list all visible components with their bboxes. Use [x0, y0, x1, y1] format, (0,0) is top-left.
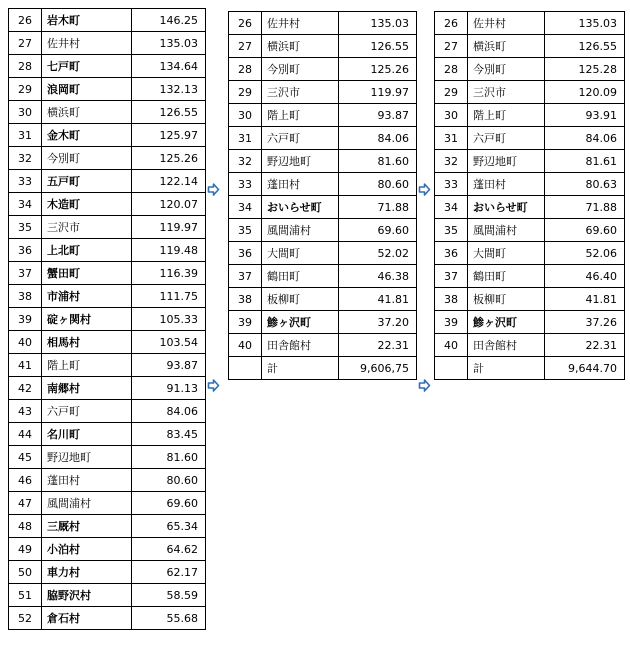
table-row: [9, 193, 206, 216]
municipality-name-cell: 七戸町: [42, 55, 132, 78]
total-label: 計: [262, 357, 339, 380]
rank-cell: 30: [435, 104, 468, 127]
table-row: [229, 288, 417, 311]
table-row: [9, 584, 206, 607]
municipality-name-cell: 六戸町: [468, 127, 545, 150]
rank-cell: 37: [229, 265, 262, 288]
area-value-cell: 84.06: [545, 127, 625, 150]
municipality-name-cell: 浪岡町: [42, 78, 132, 101]
rank-cell: 27: [229, 35, 262, 58]
table-row: [9, 101, 206, 124]
table-row: [9, 55, 206, 78]
rank-cell: 28: [435, 58, 468, 81]
municipality-name-cell: 階上町: [468, 104, 545, 127]
area-table-middle: [228, 11, 417, 380]
table-row: [9, 170, 206, 193]
table-row: [229, 219, 417, 242]
rank-cell: 40: [229, 334, 262, 357]
area-value-cell: 81.60: [132, 446, 206, 469]
rank-cell: 32: [229, 150, 262, 173]
right-arrow-icon: [207, 183, 220, 196]
table-row: [435, 35, 625, 58]
municipality-name-cell: 小泊村: [42, 538, 132, 561]
area-value-cell: 125.97: [132, 124, 206, 147]
municipality-name-cell: 市浦村: [42, 285, 132, 308]
area-value-cell: 116.39: [132, 262, 206, 285]
municipality-name-cell: 階上町: [262, 104, 339, 127]
area-table-before: [8, 8, 206, 630]
area-value-cell: 93.87: [339, 104, 417, 127]
rank-cell: 46: [9, 469, 42, 492]
area-value-cell: 125.26: [132, 147, 206, 170]
municipality-name-cell: 六戸町: [42, 400, 132, 423]
rank-cell: 44: [9, 423, 42, 446]
table-row: [435, 242, 625, 265]
municipality-name-cell: 脇野沢村: [42, 584, 132, 607]
area-value-cell: 125.26: [339, 58, 417, 81]
table-row: [229, 81, 417, 104]
rank-cell: 30: [229, 104, 262, 127]
area-value-cell: 80.63: [545, 173, 625, 196]
table-row: [9, 147, 206, 170]
table-row: [435, 173, 625, 196]
area-table-after: [434, 11, 625, 380]
municipality-name-cell: おいらせ町: [468, 196, 545, 219]
rank-cell: 40: [435, 334, 468, 357]
area-value-cell: 22.31: [339, 334, 417, 357]
municipality-name-cell: 風間浦村: [42, 492, 132, 515]
municipality-name-cell: 蓬田村: [42, 469, 132, 492]
municipality-name-cell: 上北町: [42, 239, 132, 262]
rank-cell: 35: [229, 219, 262, 242]
area-value-cell: 69.60: [132, 492, 206, 515]
rank-cell: 31: [229, 127, 262, 150]
table-row: [229, 196, 417, 219]
area-value-cell: 111.75: [132, 285, 206, 308]
area-value-cell: 120.07: [132, 193, 206, 216]
area-value-cell: 126.55: [545, 35, 625, 58]
area-value-cell: 81.61: [545, 150, 625, 173]
municipality-name-cell: 六戸町: [262, 127, 339, 150]
rank-cell: 52: [9, 607, 42, 630]
area-value-cell: 41.81: [545, 288, 625, 311]
rank-cell: 28: [9, 55, 42, 78]
table-row: [229, 242, 417, 265]
area-value-cell: 119.97: [132, 216, 206, 239]
area-value-cell: 125.28: [545, 58, 625, 81]
rank-cell: 48: [9, 515, 42, 538]
area-value-cell: 71.88: [339, 196, 417, 219]
municipality-name-cell: 横浜町: [262, 35, 339, 58]
table-footer: [229, 357, 417, 380]
table-row: [9, 354, 206, 377]
table-row: [9, 492, 206, 515]
table-row: [435, 12, 625, 35]
municipality-name-cell: 相馬村: [42, 331, 132, 354]
area-value-cell: 119.48: [132, 239, 206, 262]
municipality-name-cell: 風間浦村: [262, 219, 339, 242]
total-rank-cell: [435, 357, 468, 380]
municipality-name-cell: 佐井村: [42, 32, 132, 55]
rank-cell: 39: [229, 311, 262, 334]
area-value-cell: 83.45: [132, 423, 206, 446]
area-value-cell: 132.13: [132, 78, 206, 101]
municipality-name-cell: 三沢市: [262, 81, 339, 104]
table-row: [9, 400, 206, 423]
area-value-cell: 46.40: [545, 265, 625, 288]
municipality-name-cell: 碇ヶ関村: [42, 308, 132, 331]
total-value: 9,644.70: [545, 357, 625, 380]
rank-cell: 30: [9, 101, 42, 124]
municipality-name-cell: 車力村: [42, 561, 132, 584]
rank-cell: 36: [229, 242, 262, 265]
table-row: [435, 127, 625, 150]
area-value-cell: 58.59: [132, 584, 206, 607]
area-value-cell: 37.26: [545, 311, 625, 334]
table-row: [435, 334, 625, 357]
area-value-cell: 134.64: [132, 55, 206, 78]
rank-cell: 50: [9, 561, 42, 584]
rank-cell: 35: [9, 216, 42, 239]
rank-cell: 37: [9, 262, 42, 285]
rank-cell: 39: [435, 311, 468, 334]
area-value-cell: 62.17: [132, 561, 206, 584]
municipality-name-cell: 野辺地町: [468, 150, 545, 173]
rank-cell: 36: [435, 242, 468, 265]
rank-cell: 28: [229, 58, 262, 81]
total-rank-cell: [229, 357, 262, 380]
rank-cell: 41: [9, 354, 42, 377]
rank-cell: 35: [435, 219, 468, 242]
municipality-name-cell: 風間浦村: [468, 219, 545, 242]
municipality-name-cell: 佐井村: [468, 12, 545, 35]
rank-cell: 34: [435, 196, 468, 219]
municipality-name-cell: 倉石村: [42, 607, 132, 630]
table-row: [229, 127, 417, 150]
rank-cell: 26: [435, 12, 468, 35]
area-value-cell: 52.02: [339, 242, 417, 265]
area-value-cell: 91.13: [132, 377, 206, 400]
table-row: [229, 58, 417, 81]
table-row: [435, 265, 625, 288]
table-row: [229, 35, 417, 58]
table-row: [229, 104, 417, 127]
right-arrow-icon: [418, 183, 431, 196]
table-row: [229, 12, 417, 35]
table-row: [9, 469, 206, 492]
municipality-name-cell: おいらせ町: [262, 196, 339, 219]
table-row: [435, 196, 625, 219]
rank-cell: 29: [435, 81, 468, 104]
area-value-cell: 126.55: [339, 35, 417, 58]
table-row: [9, 446, 206, 469]
rank-cell: 31: [9, 124, 42, 147]
municipality-name-cell: 田舎館村: [262, 334, 339, 357]
municipality-name-cell: 野辺地町: [262, 150, 339, 173]
area-value-cell: 37.20: [339, 311, 417, 334]
municipality-name-cell: 五戸町: [42, 170, 132, 193]
municipality-name-cell: 大間町: [262, 242, 339, 265]
rank-cell: 39: [9, 308, 42, 331]
municipality-name-cell: 階上町: [42, 354, 132, 377]
table-row: [9, 331, 206, 354]
rank-cell: 29: [9, 78, 42, 101]
table-row: [9, 423, 206, 446]
municipality-name-cell: 岩木町: [42, 9, 132, 32]
area-value-cell: 93.91: [545, 104, 625, 127]
rank-cell: 38: [229, 288, 262, 311]
rank-cell: 49: [9, 538, 42, 561]
municipality-name-cell: 三沢市: [42, 216, 132, 239]
area-value-cell: 103.54: [132, 331, 206, 354]
municipality-name-cell: 蓬田村: [262, 173, 339, 196]
area-value-cell: 80.60: [132, 469, 206, 492]
area-value-cell: 119.97: [339, 81, 417, 104]
table-row: [435, 104, 625, 127]
rank-cell: 26: [9, 9, 42, 32]
area-value-cell: 84.06: [132, 400, 206, 423]
table-row: [435, 81, 625, 104]
municipality-name-cell: 蟹田町: [42, 262, 132, 285]
table-row: [9, 607, 206, 630]
table-row: [9, 515, 206, 538]
municipality-name-cell: 今別町: [468, 58, 545, 81]
rank-cell: 42: [9, 377, 42, 400]
municipality-name-cell: 南郷村: [42, 377, 132, 400]
rank-cell: 38: [9, 285, 42, 308]
rank-cell: 40: [9, 331, 42, 354]
municipality-name-cell: 三厩村: [42, 515, 132, 538]
area-value-cell: 146.25: [132, 9, 206, 32]
rank-cell: 27: [435, 35, 468, 58]
rank-cell: 43: [9, 400, 42, 423]
rank-cell: 45: [9, 446, 42, 469]
area-value-cell: 41.81: [339, 288, 417, 311]
table-row: [9, 9, 206, 32]
table-body: [229, 12, 417, 357]
table-row: [9, 124, 206, 147]
table-row: [9, 308, 206, 331]
area-value-cell: 52.06: [545, 242, 625, 265]
table-row: [229, 334, 417, 357]
area-value-cell: 69.60: [339, 219, 417, 242]
area-value-cell: 55.68: [132, 607, 206, 630]
table-row: [435, 150, 625, 173]
area-value-cell: 135.03: [545, 12, 625, 35]
right-arrow-icon: [418, 379, 431, 392]
area-value-cell: 135.03: [132, 32, 206, 55]
rank-cell: 51: [9, 584, 42, 607]
table-row: [9, 538, 206, 561]
table-row: [9, 262, 206, 285]
municipality-name-cell: 三沢市: [468, 81, 545, 104]
municipality-name-cell: 板柳町: [262, 288, 339, 311]
municipality-name-cell: 大間町: [468, 242, 545, 265]
rank-cell: 32: [9, 147, 42, 170]
total-row: [435, 357, 625, 380]
area-value-cell: 84.06: [339, 127, 417, 150]
table-row: [9, 78, 206, 101]
table-row: [9, 377, 206, 400]
municipality-name-cell: 佐井村: [262, 12, 339, 35]
table-row: [9, 216, 206, 239]
area-value-cell: 93.87: [132, 354, 206, 377]
municipality-name-cell: 鯵ヶ沢町: [468, 311, 545, 334]
rank-cell: 34: [9, 193, 42, 216]
municipality-name-cell: 名川町: [42, 423, 132, 446]
rank-cell: 26: [229, 12, 262, 35]
area-value-cell: 22.31: [545, 334, 625, 357]
area-value-cell: 126.55: [132, 101, 206, 124]
municipality-name-cell: 金木町: [42, 124, 132, 147]
table-row: [9, 285, 206, 308]
area-value-cell: 46.38: [339, 265, 417, 288]
table-row: [229, 150, 417, 173]
area-value-cell: 81.60: [339, 150, 417, 173]
rank-cell: 36: [9, 239, 42, 262]
municipality-name-cell: 鶴田町: [468, 265, 545, 288]
municipality-name-cell: 横浜町: [468, 35, 545, 58]
right-arrow-icon: [207, 379, 220, 392]
rank-cell: 32: [435, 150, 468, 173]
table-row: [229, 311, 417, 334]
total-label: 計: [468, 357, 545, 380]
municipality-name-cell: 横浜町: [42, 101, 132, 124]
table-row: [435, 219, 625, 242]
municipality-name-cell: 板柳町: [468, 288, 545, 311]
rank-cell: 33: [435, 173, 468, 196]
total-value: 9,606,75: [339, 357, 417, 380]
table-row: [9, 239, 206, 262]
table-body: [435, 12, 625, 357]
table-body: [9, 9, 206, 630]
table-row: [229, 265, 417, 288]
table-row: [435, 58, 625, 81]
rank-cell: 29: [229, 81, 262, 104]
rank-cell: 38: [435, 288, 468, 311]
area-value-cell: 69.60: [545, 219, 625, 242]
area-value-cell: 71.88: [545, 196, 625, 219]
municipality-name-cell: 蓬田村: [468, 173, 545, 196]
municipality-name-cell: 田舎館村: [468, 334, 545, 357]
municipality-name-cell: 鶴田町: [262, 265, 339, 288]
municipality-name-cell: 野辺地町: [42, 446, 132, 469]
rank-cell: 33: [229, 173, 262, 196]
municipality-name-cell: 今別町: [42, 147, 132, 170]
rank-cell: 34: [229, 196, 262, 219]
table-row: [9, 32, 206, 55]
rank-cell: 33: [9, 170, 42, 193]
table-row: [9, 561, 206, 584]
municipality-name-cell: 木造町: [42, 193, 132, 216]
table-row: [229, 173, 417, 196]
area-value-cell: 80.60: [339, 173, 417, 196]
municipality-name-cell: 鯵ヶ沢町: [262, 311, 339, 334]
area-value-cell: 135.03: [339, 12, 417, 35]
rank-cell: 27: [9, 32, 42, 55]
area-value-cell: 65.34: [132, 515, 206, 538]
total-row: [229, 357, 417, 380]
area-value-cell: 122.14: [132, 170, 206, 193]
table-row: [435, 288, 625, 311]
table-footer: [435, 357, 625, 380]
area-value-cell: 105.33: [132, 308, 206, 331]
municipality-name-cell: 今別町: [262, 58, 339, 81]
area-value-cell: 120.09: [545, 81, 625, 104]
rank-cell: 31: [435, 127, 468, 150]
area-value-cell: 64.62: [132, 538, 206, 561]
table-row: [435, 311, 625, 334]
rank-cell: 47: [9, 492, 42, 515]
rank-cell: 37: [435, 265, 468, 288]
